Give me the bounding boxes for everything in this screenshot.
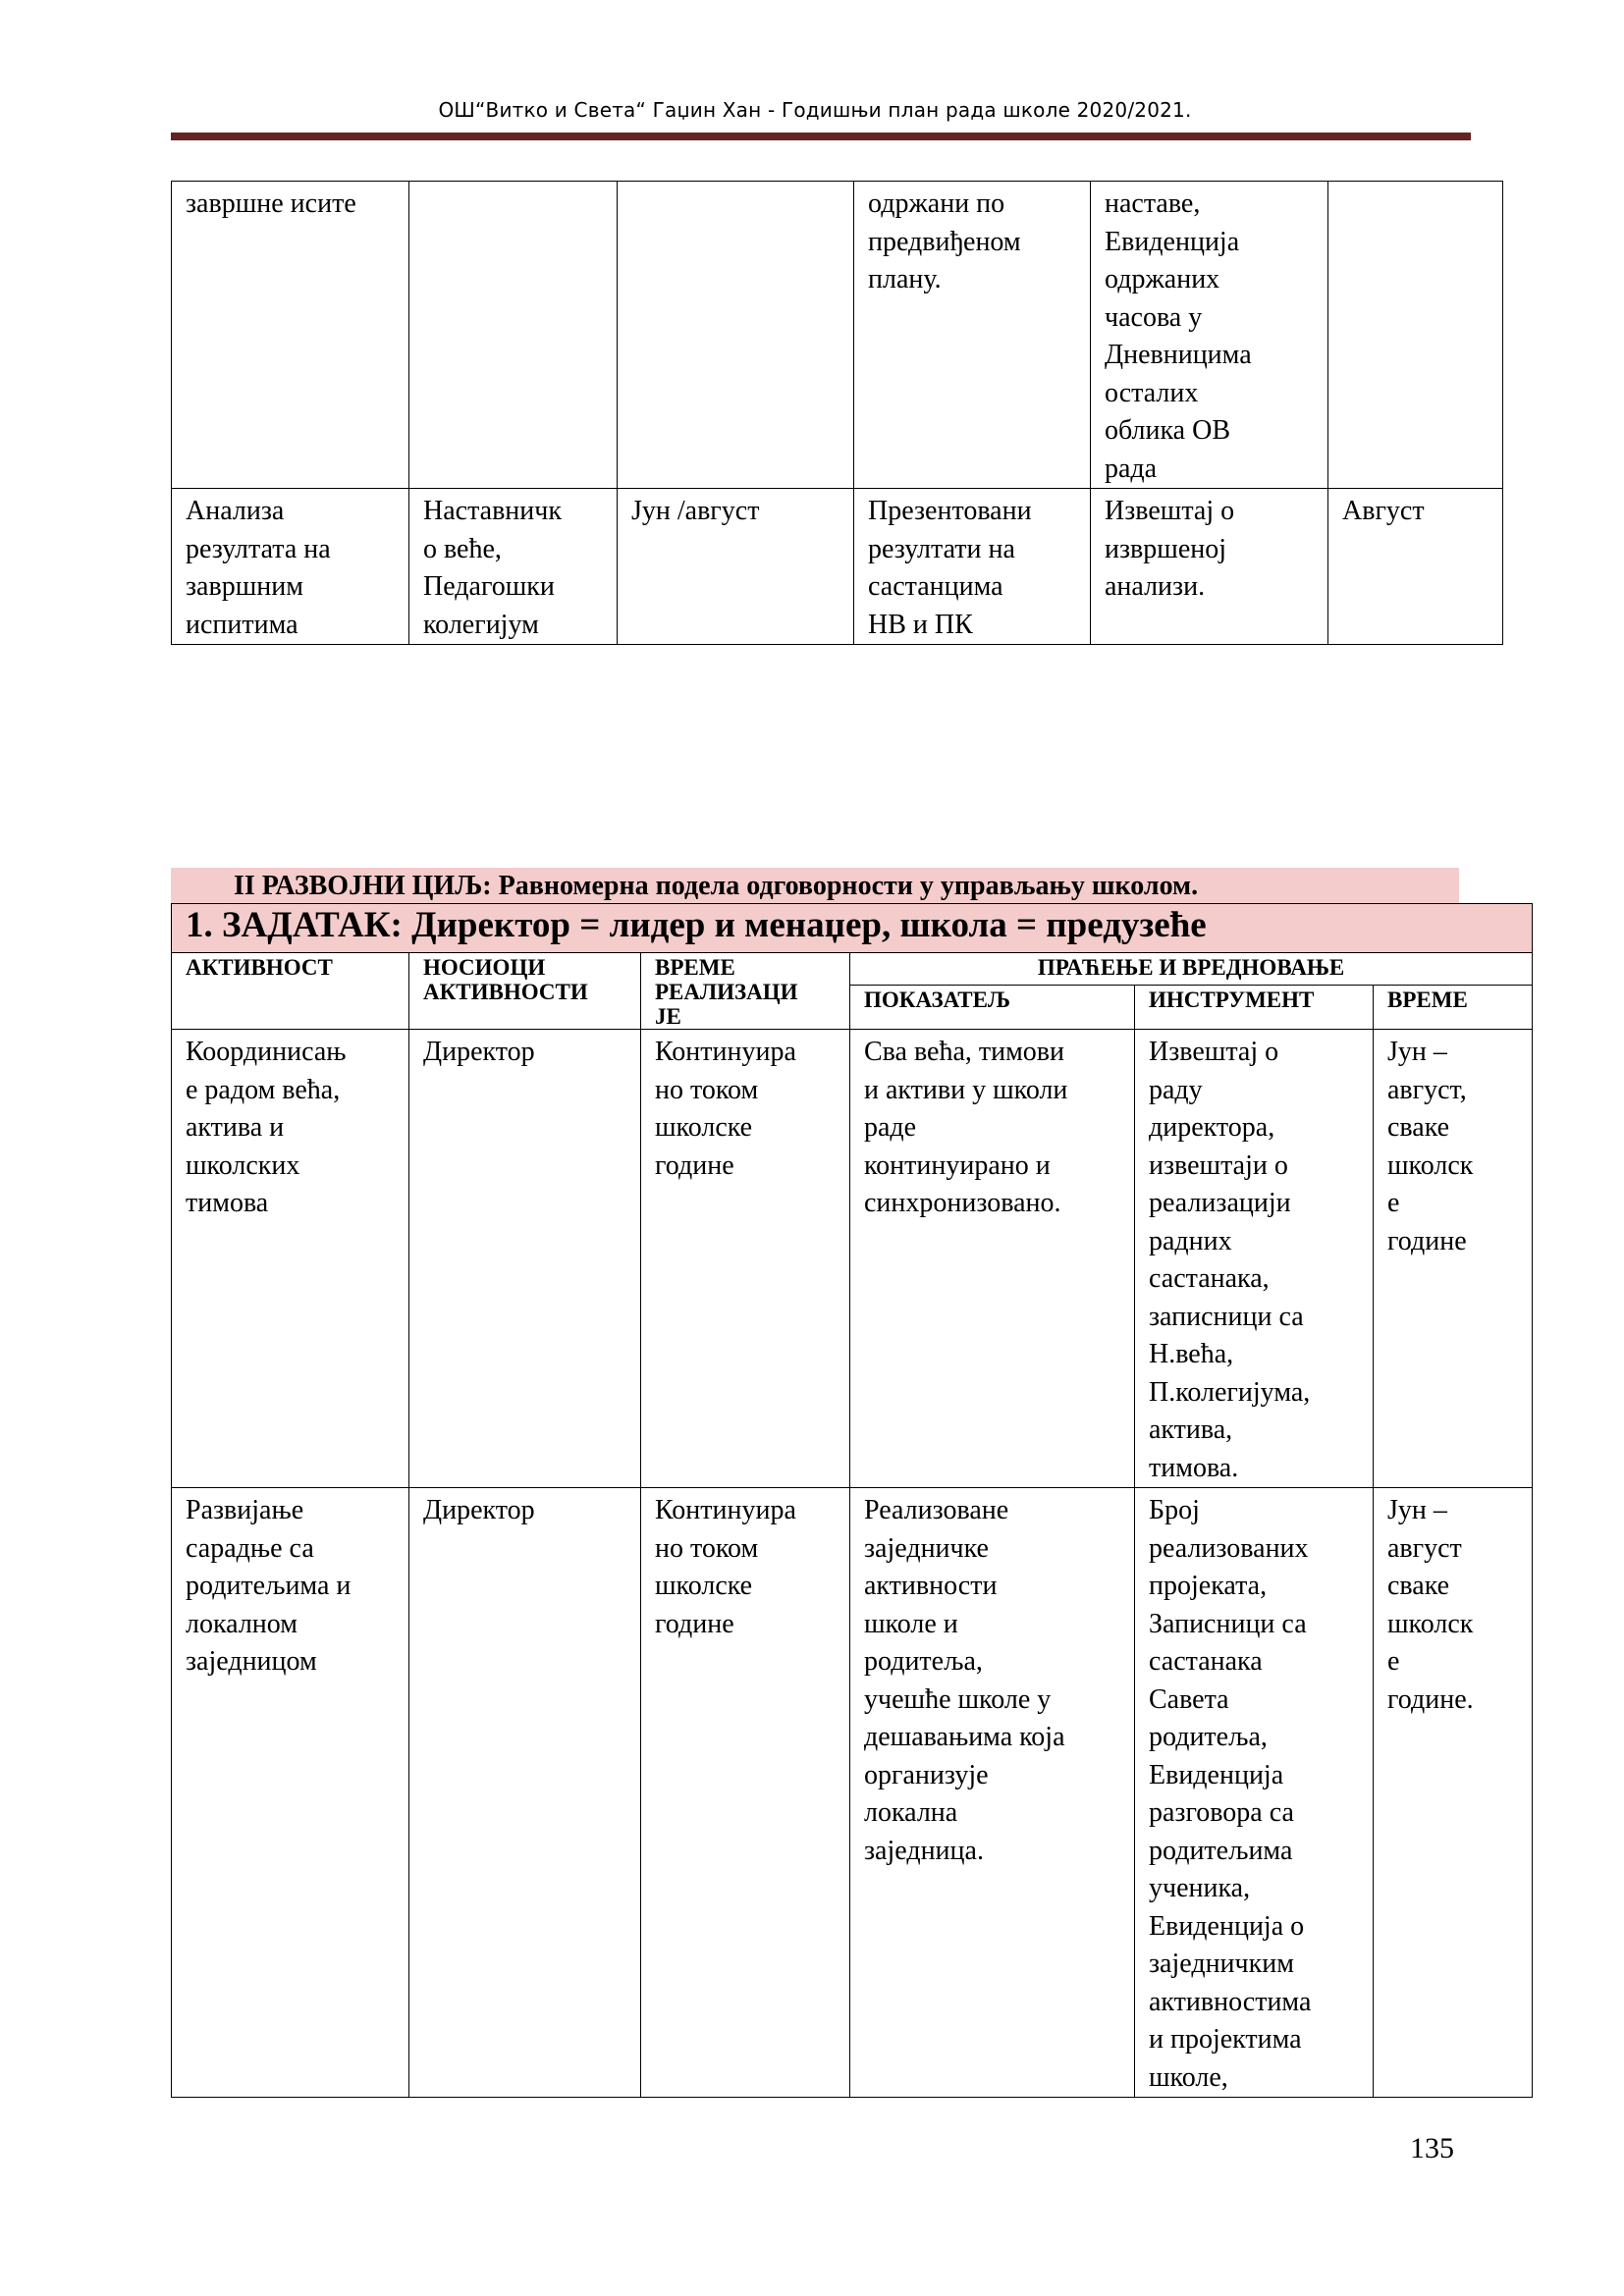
task-table bbox=[171, 903, 1533, 2098]
cell-line: реализацији bbox=[1149, 1188, 1291, 1218]
cell-line: Континуира bbox=[655, 1495, 796, 1525]
cell-line: тимова. bbox=[1149, 1452, 1239, 1483]
cell-line: састанцима bbox=[868, 571, 1003, 602]
cell-line: родитељима и bbox=[186, 1571, 352, 1601]
cell-carriers bbox=[409, 1030, 641, 1488]
cell-line: колегијум bbox=[423, 609, 539, 640]
cell-line: но током bbox=[655, 1532, 759, 1564]
cell-line: завршним bbox=[186, 571, 303, 602]
cell-line: облика ОВ bbox=[1105, 415, 1231, 446]
cell-line: активностима bbox=[1149, 1986, 1312, 2017]
cell-line: актива, bbox=[1149, 1415, 1233, 1445]
cell-when bbox=[1328, 182, 1503, 489]
cell-line: школске bbox=[655, 1571, 753, 1601]
cell-carriers bbox=[409, 1488, 641, 2098]
cell-line: Јун – bbox=[1387, 1495, 1447, 1525]
cell-line: локалном bbox=[186, 1608, 298, 1639]
cell-line: заједничким bbox=[1149, 1949, 1294, 1979]
cell-line: рада bbox=[1105, 453, 1158, 484]
cell-activity bbox=[172, 182, 409, 489]
cell-line: и активи у школи bbox=[864, 1074, 1068, 1105]
cell-activity bbox=[172, 489, 409, 645]
cell-time bbox=[618, 489, 854, 645]
cell-time bbox=[618, 182, 854, 489]
cell-line: Презентовани bbox=[868, 496, 1032, 526]
table-row bbox=[172, 182, 1503, 489]
cell-line: Записници са bbox=[1149, 1608, 1307, 1639]
cell-line: Анализа bbox=[186, 496, 285, 526]
cell-line: Сва већа, тимови bbox=[864, 1037, 1065, 1067]
cell-when bbox=[1374, 1488, 1533, 2098]
column-header-row bbox=[172, 953, 1533, 986]
cell-line: одржаних bbox=[1105, 264, 1220, 294]
cell-line: школск bbox=[1387, 1149, 1474, 1181]
task-title: 1. ЗАДАТАК: Директор = лидер и менаџер, школа = предузеће bbox=[172, 904, 1533, 953]
cell-activity bbox=[172, 1488, 409, 2098]
cell-line: Евиденција bbox=[1149, 1759, 1284, 1790]
page-number: 135 bbox=[1410, 2132, 1454, 2164]
cell-line: Евиденција bbox=[1105, 226, 1240, 257]
header-rule bbox=[171, 133, 1471, 140]
cell-line: Координисањ bbox=[186, 1037, 347, 1067]
cell-line: директора, bbox=[1149, 1112, 1275, 1143]
cell-line: Педагошки bbox=[423, 571, 555, 602]
cell-line: наставе, bbox=[1105, 188, 1201, 219]
cell-line: НОСИОЦИ bbox=[423, 955, 546, 980]
cell-line: анализи. bbox=[1105, 571, 1206, 602]
cell-line: заједницом bbox=[186, 1646, 317, 1677]
cell-line: школских bbox=[186, 1149, 300, 1181]
task-title-row bbox=[172, 904, 1533, 953]
cell-line: заједничке bbox=[864, 1532, 989, 1564]
cell-line: Континуира bbox=[655, 1037, 796, 1067]
development-goal-banner: II РАЗВОЈНИ ЦИЉ: Равномерна подела одговорности у управљању школом. bbox=[171, 868, 1459, 903]
cell-line: Наставничк bbox=[423, 496, 562, 526]
cell-line: сваке bbox=[1387, 1571, 1450, 1601]
cell-line: пројеката, bbox=[1149, 1571, 1268, 1601]
header-time bbox=[641, 953, 850, 1030]
cell-line: е радом већа, bbox=[186, 1074, 341, 1105]
cell-line: август bbox=[1387, 1532, 1462, 1564]
cell-line: године bbox=[655, 1608, 734, 1639]
cell-line: Директор bbox=[423, 1037, 535, 1067]
cell-line: завршне исите bbox=[186, 188, 356, 219]
cell-line: радних bbox=[1149, 1225, 1232, 1256]
cell-line: учешће школе у bbox=[864, 1683, 1052, 1715]
header-indicator: ПОКАЗАТЕЉ bbox=[850, 985, 1135, 1030]
cell-line: П.колегијума, bbox=[1149, 1376, 1311, 1408]
cell-line: школск bbox=[1387, 1608, 1474, 1639]
cell-line: резултата на bbox=[186, 533, 331, 564]
cell-when bbox=[1328, 489, 1503, 645]
cell-line: часова у bbox=[1105, 301, 1203, 333]
cell-line: и пројектима bbox=[1149, 2024, 1302, 2055]
cell-line: ЈЕ bbox=[655, 1004, 681, 1029]
header-monitoring: ПРАЋЕЊЕ И ВРЕДНОВАЊЕ bbox=[850, 953, 1533, 986]
header-activity: АКТИВНОСТ bbox=[172, 953, 409, 1030]
cell-line: активности bbox=[864, 1571, 998, 1601]
cell-time bbox=[641, 1030, 850, 1488]
cell-line: дешавањима која bbox=[864, 1722, 1065, 1752]
table-row bbox=[172, 489, 1503, 645]
cell-instrument bbox=[1091, 182, 1328, 489]
cell-line: године bbox=[655, 1149, 734, 1181]
cell-line: ВРЕМЕ bbox=[655, 955, 735, 980]
cell-indicator bbox=[850, 1488, 1135, 2098]
cell-line: Извештај о bbox=[1105, 496, 1235, 526]
cell-time bbox=[641, 1488, 850, 2098]
cell-line: Директор bbox=[423, 1495, 535, 1525]
cell-indicator bbox=[854, 489, 1091, 645]
cell-line: испитима bbox=[186, 609, 298, 640]
table-row bbox=[172, 1488, 1533, 2098]
cell-indicator bbox=[850, 1030, 1135, 1488]
cell-instrument bbox=[1135, 1030, 1374, 1488]
cell-line: заједница. bbox=[864, 1835, 984, 1866]
cell-line: НВ и ПК bbox=[868, 609, 973, 640]
cell-line: сарадње са bbox=[186, 1532, 314, 1564]
cell-line: одржани по bbox=[868, 188, 1005, 219]
cell-line: родитеља, bbox=[1149, 1722, 1268, 1752]
cell-line: школске bbox=[655, 1112, 753, 1143]
cell-line: Дневницима bbox=[1105, 340, 1252, 370]
cell-indicator bbox=[854, 182, 1091, 489]
cell-line: о веће, bbox=[423, 533, 502, 564]
cell-line: школе и bbox=[864, 1608, 958, 1639]
cell-line: састанака bbox=[1149, 1646, 1263, 1677]
cell-instrument bbox=[1091, 489, 1328, 645]
cell-line: локална bbox=[864, 1797, 958, 1828]
cell-line: године. bbox=[1387, 1683, 1474, 1715]
cell-line: Јун /август bbox=[631, 496, 760, 526]
cell-line: актива и bbox=[186, 1112, 285, 1143]
cell-line: плану. bbox=[868, 264, 942, 294]
cell-line: АКТИВНОСТИ bbox=[423, 980, 588, 1004]
cell-line: године bbox=[1387, 1225, 1467, 1256]
cell-line: Н.већа, bbox=[1149, 1339, 1234, 1369]
header-carriers bbox=[409, 953, 641, 1030]
cell-line: састанака, bbox=[1149, 1263, 1270, 1294]
cell-line: записници са bbox=[1149, 1301, 1304, 1332]
cell-carriers bbox=[409, 182, 618, 489]
cell-line: континуирано и bbox=[864, 1149, 1051, 1181]
cell-line: резултати на bbox=[868, 533, 1015, 564]
cell-carriers bbox=[409, 489, 618, 645]
cell-line: реализованих bbox=[1149, 1532, 1309, 1564]
cell-line: раде bbox=[864, 1112, 917, 1143]
table-row bbox=[172, 1030, 1533, 1488]
cell-when bbox=[1374, 1030, 1533, 1488]
cell-line: осталих bbox=[1105, 377, 1199, 408]
cell-instrument bbox=[1135, 1488, 1374, 2098]
cell-line: тимова bbox=[186, 1188, 269, 1218]
cell-line: Август bbox=[1342, 496, 1425, 526]
cell-line: Развијање bbox=[186, 1495, 304, 1525]
cell-line: родитеља, bbox=[864, 1646, 983, 1677]
continuation-table bbox=[171, 181, 1503, 645]
cell-line: РЕАЛИЗАЦИ bbox=[655, 980, 798, 1004]
cell-line: разговора са bbox=[1149, 1797, 1294, 1828]
cell-activity bbox=[172, 1030, 409, 1488]
cell-line: ученика, bbox=[1149, 1873, 1251, 1903]
page-header-title: ОШ“Витко и Света“ Гаџин Хан - Годишњи план рада школе 2020/2021. bbox=[438, 98, 1192, 122]
cell-line: Савета bbox=[1149, 1683, 1229, 1715]
header-when: ВРЕМЕ bbox=[1374, 985, 1533, 1030]
header-instrument: ИНСТРУМЕНТ bbox=[1135, 985, 1374, 1030]
cell-line: извршеној bbox=[1105, 533, 1227, 564]
cell-line: е bbox=[1387, 1646, 1400, 1677]
cell-line: извештаји о bbox=[1149, 1149, 1288, 1181]
cell-line: родитељима bbox=[1149, 1835, 1293, 1866]
cell-line: Јун – bbox=[1387, 1037, 1447, 1067]
cell-line: школе, bbox=[1149, 2061, 1228, 2093]
cell-line: предвиђеном bbox=[868, 226, 1021, 257]
cell-line: но током bbox=[655, 1074, 759, 1105]
cell-line: синхронизовано. bbox=[864, 1188, 1061, 1218]
cell-line: Евиденција о bbox=[1149, 1910, 1305, 1942]
cell-line: сваке bbox=[1387, 1112, 1450, 1143]
cell-line: Извештај о bbox=[1149, 1037, 1279, 1067]
cell-line: раду bbox=[1149, 1074, 1203, 1105]
cell-line: Реализоване bbox=[864, 1495, 1009, 1525]
cell-line: е bbox=[1387, 1188, 1400, 1218]
cell-line: август, bbox=[1387, 1074, 1467, 1105]
cell-line: Број bbox=[1149, 1495, 1200, 1525]
cell-line: организује bbox=[864, 1759, 989, 1790]
